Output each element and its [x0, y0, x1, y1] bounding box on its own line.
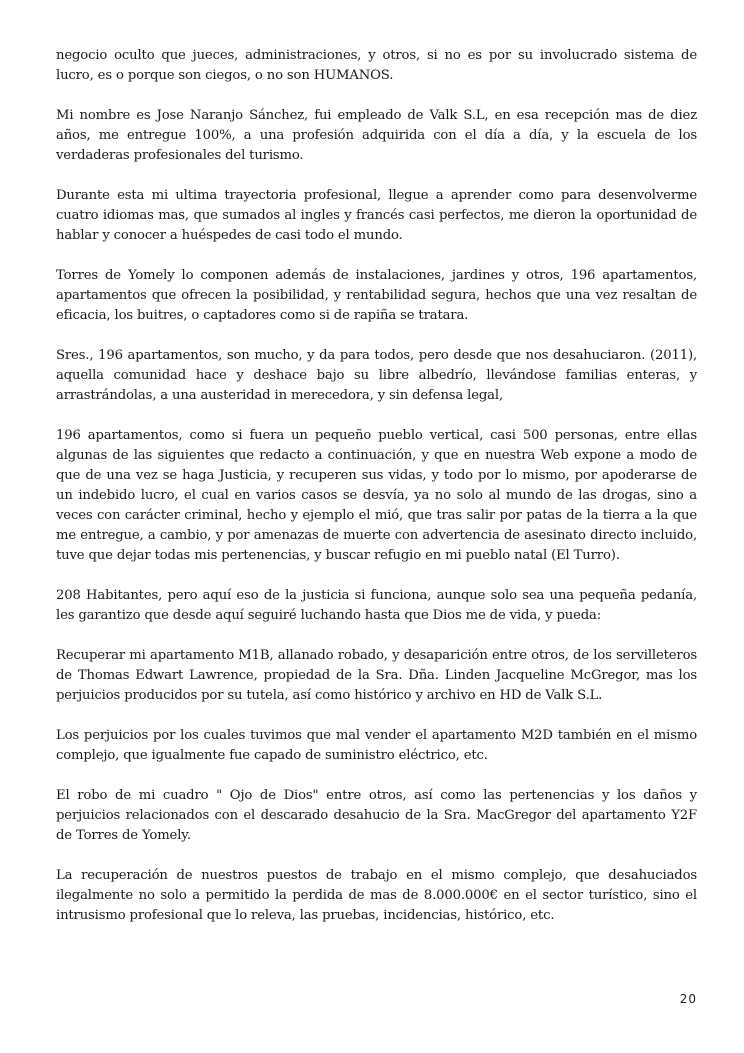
page-number: 20	[679, 992, 697, 1006]
paragraph-intro-continuation: negocio oculto que jueces, administraciones, y otros, si no es por su involucrado sistema de lucro, es o porque son ciegos, o no son HUMANOS.	[56, 48, 697, 83]
paragraph-claim-apartment-m1b: Recuperar mi apartamento M1B, allanado robado, y desaparición entre otros, de los servilleteros de Thomas Edwart Lawrence, propiedad de la Sra. Dña. Linden Jacqueline McGregor, mas los perjuicios producidos por su tutela, así como histórico y archivo en HD de Valk S.L.	[56, 648, 697, 703]
paragraph-eviction-2011: Sres., 196 apartamentos, son mucho, y da para todos, pero desde que nos desahuciaron. (2011), aquella comunidad hace y deshace bajo su libre albedrío, llevándose familias enteras, y arrastrándolas, a una austeridad in merecedora, y sin defensa legal,	[56, 348, 697, 403]
document-body	[56, 46, 697, 926]
paragraph-author-introduction: Mi nombre es Jose Naranjo Sánchez, fui empleado de Valk S.L, en esa recepción mas de diez años, me entregue 100%, a una profesión adquirida con el día a día, y la escuela de los verdaderas profesionales del turismo.	[56, 108, 697, 163]
paragraph-el-turro: 208 Habitantes, pero aquí eso de la justicia si funciona, aunque solo sea una pequeña pedanía, les garantizo que desde aquí seguiré luchando hasta que Dios me de vida, y pueda:	[56, 588, 697, 623]
paragraph-torres-de-yomely: Torres de Yomely lo componen además de instalaciones, jardines y otros, 196 apartamentos, apartamentos que ofrecen la posibilidad, y rentabilidad segura, hechos que una vez resaltan de eficacia, los buitres, o captadores como si de rapiña se tratara.	[56, 268, 697, 323]
paragraph-vertical-village: 196 apartamentos, como si fuera un pequeño pueblo vertical, casi 500 personas, entre ellas algunas de las siguientes que redacto a continuación, y que en nuestra Web expone a modo de que de una vez se haga Justicia, y recuperen sus vidas, y todo por lo mismo, por apoderarse de un indebido lucro, el cual en varios casos se desvía, ya no solo al mundo de las drogas, sino a veces con carácter criminal, hecho y ejemplo el mió, que tras salir por patas de la tierra a la que me entregue, a cambio, y por amenazas de muerte con advertencia de asesinato directo incluido, tuve que dejar todas mis pertenencias, y buscar refugio en mi pueblo natal (El Turro).	[56, 428, 697, 563]
paragraph-claim-jobs: La recuperación de nuestros puestos de trabajo en el mismo complejo, que desahuciados ilegalmente no solo a permitido la perdida de mas de 8.000.000€ en el sector turístico, sino el intrusismo profesional que lo releva, las pruebas, incidencias, histórico, etc.	[56, 868, 697, 923]
paragraph-claim-apartment-m2d: Los perjuicios por los cuales tuvimos que mal vender el apartamento M2D también en el mismo complejo, que igualmente fue capado de suministro eléctrico, etc.	[56, 728, 697, 763]
paragraph-career-languages: Durante esta mi ultima trayectoria profesional, llegue a aprender como para desenvolverme cuatro idiomas mas, que sumados al ingles y francés casi perfectos, me dieron la oportunidad de hablar y conocer a huéspedes de casi todo el mundo.	[56, 188, 697, 243]
paragraph-claim-painting: El robo de mi cuadro " Ojo de Dios" entre otros, así como las pertenencias y los daños y perjuicios relacionados con el descarado desahucio de la Sra. MacGregor del apartamento Y2F de Torres de Yomely.	[56, 788, 697, 843]
